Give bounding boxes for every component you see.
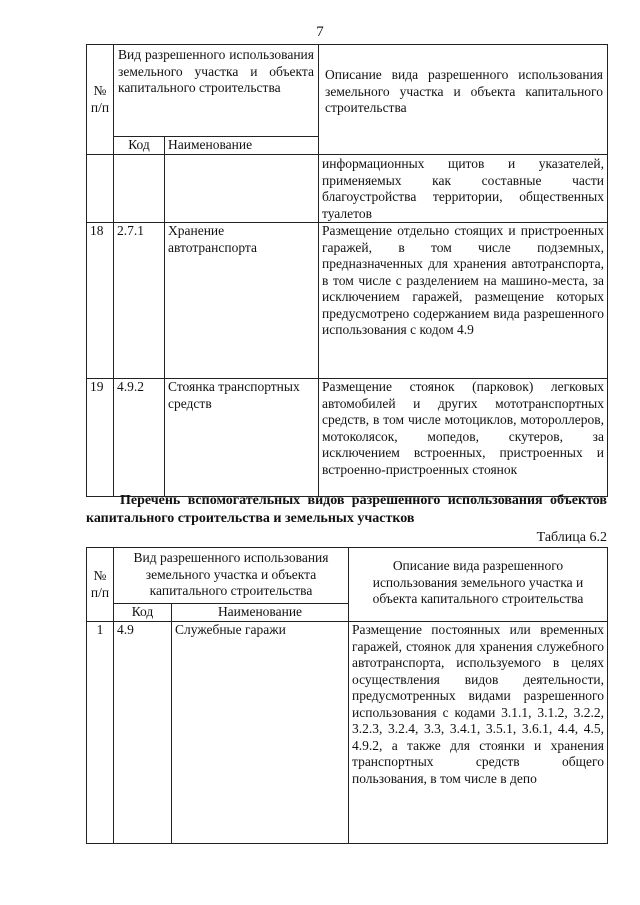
section-title: Перечень вспомогательных видов разрешенного использования объектов капитального строительства и земельных участков [86, 493, 607, 526]
table-row [87, 223, 608, 379]
row-num: 19 [87, 379, 114, 497]
header-code: Код [114, 137, 165, 155]
row-num: 1 [87, 622, 114, 844]
header-group: Вид разрешенного использования земельного участка и объекта капитального строительства [114, 45, 319, 137]
row-code: 4.9 [114, 622, 172, 844]
header-name: Наименование [165, 137, 319, 155]
continuation-code [114, 155, 165, 223]
row-name: Служебные гаражи [172, 622, 349, 844]
header-group: Вид разрешенного использования земельного участка и объекта капитального строительства [114, 548, 349, 604]
table-6-2 [86, 547, 608, 844]
table-6-1-continued [86, 44, 608, 497]
header-desc: Описание вида разрешенного использования земельного участка и объекта капитального строительства [349, 548, 608, 622]
continuation-name [165, 155, 319, 223]
table-row [87, 622, 608, 844]
table-row [87, 379, 608, 497]
row-desc: Размещение постоянных или временных гаражей, стоянок для хранения служебного автотранспорта, используемого в целях осуществления видов деятельности, предусмотренных видами разрешенного использования с кодами 3.1.1, 3.1.2, 3.2.2, 3.2.3, 3.2.4, 3.3, 3.4.1, 3.5.1, 3.6.1, 4.4, 4.5, 4.9.2, а также для стоянки и хранения транспортных средств общего пользования, в том числе в депо [349, 622, 608, 844]
row-name: Стоянка транспортных средств [165, 379, 319, 497]
header-num: № п/п [87, 45, 114, 155]
row-desc: Размещение отдельно стоящих и пристроенных гаражей, в том числе подземных, предназначенных для хранения автотранспорта, в том числе с разделением на машино-места, за исключением гаражей, размещение которых предусмотрено содержанием вида разрешенного использования с кодом 4.9 [319, 223, 608, 379]
header-num: № п/п [87, 548, 114, 622]
continuation-desc: информационных щитов и указателей, применяемых как составные части благоустройства территории, общественных туалетов [319, 155, 608, 223]
header-code: Код [114, 604, 172, 622]
header-desc: Описание вида разрешенного использования земельного участка и объекта капитального строительства [319, 45, 608, 155]
row-name: Хранение автотранспорта [165, 223, 319, 379]
page-number: 7 [316, 24, 324, 40]
header-name: Наименование [172, 604, 349, 622]
row-code: 2.7.1 [114, 223, 165, 379]
table-label: Таблица 6.2 [536, 530, 607, 545]
row-num: 18 [87, 223, 114, 379]
row-code: 4.9.2 [114, 379, 165, 497]
row-desc: Размещение стоянок (парковок) легковых автомобилей и других мототранспортных средств, в том числе мотоциклов, мотороллеров, мотоколясок, мопедов, скутеров, за исключением встроенных, пристроенных и встроенно-пристроенных стоянок [319, 379, 608, 497]
continuation-num [87, 155, 114, 223]
